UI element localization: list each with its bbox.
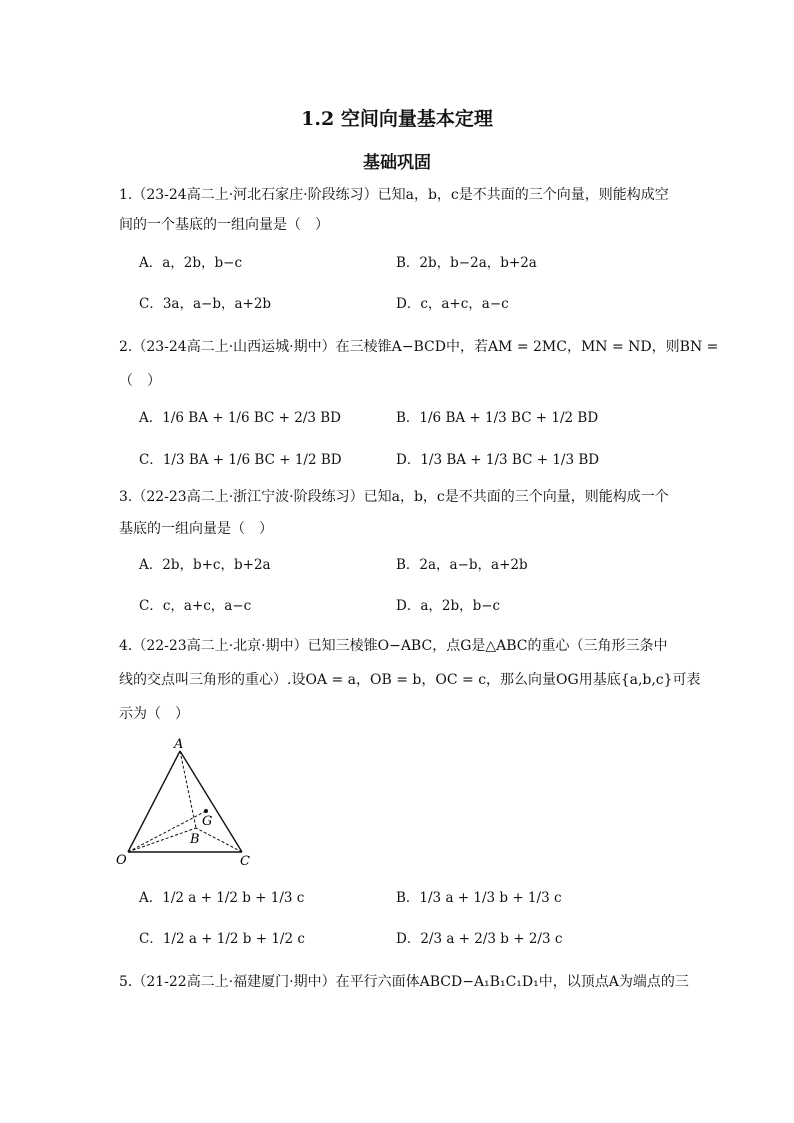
question-1-option-c: C．3a，a−b，a+2b — [139, 296, 272, 312]
question-4-line-1: 4.（22-23高二上·北京·期中）已知三棱锥O−ABC，点G是△ABC的重心（三角形三条中 — [119, 638, 668, 654]
question-2-line-2: （ ） — [119, 373, 161, 389]
question-2-option-d: D．1/3 BA + 1/3 BC + 1/3 BD — [396, 452, 600, 468]
question-4-option-a: A．1/2 a + 1/2 b + 1/3 c — [139, 890, 305, 906]
question-3-option-c: C．c，a+c，a−c — [139, 598, 252, 614]
question-1-option-a: A．a，2b，b−c — [139, 255, 243, 271]
question-4-option-d: D．2/3 a + 2/3 b + 2/3 c — [396, 931, 563, 947]
question-1-option-b: B．2b，b−2a，b+2a — [396, 255, 537, 271]
question-3-option-b: B．2a，a−b，a+2b — [396, 557, 528, 573]
question-3-option-d: D．a，2b，b−c — [396, 598, 501, 614]
page-title: 1.2 空间向量基本定理 — [301, 108, 493, 130]
label-g: G — [202, 814, 213, 829]
label-b: B — [190, 832, 200, 847]
section-heading: 基础巩固 — [363, 153, 431, 173]
question-2-line-1: 2.（23-24高二上·山西运城·期中）在三棱锥A−BCD中，若AM = 2MC，MN = ND，则BN = — [119, 339, 719, 355]
label-c: C — [240, 854, 250, 868]
question-3-line-1: 3.（22-23高二上·浙江宁波·阶段练习）已知a，b，c是不共面的三个向量，则能构成一个 — [119, 489, 669, 505]
tetrahedron-figure — [110, 738, 260, 868]
label-o: O — [116, 853, 127, 868]
question-4-option-c: C．1/2 a + 1/2 b + 1/2 c — [139, 931, 305, 947]
question-2-option-a: A．1/6 BA + 1/6 BC + 2/3 BD — [139, 410, 342, 426]
question-1-line-1: 1.（23-24高二上·河北石家庄·阶段练习）已知a，b，c是不共面的三个向量，则能构成空 — [119, 187, 669, 203]
question-5-line-1: 5.（21-22高二上·福建厦门·期中）在平行六面体ABCD−A₁B₁C₁D₁中，以顶点A为端点的三 — [119, 974, 689, 990]
label-a: A — [174, 738, 184, 752]
question-3-option-a: A．2b，b+c，b+2a — [139, 557, 271, 573]
question-4-line-2: 线的交点叫三角形的重心）.设OA = a，OB = b，OC = c，那么向量OG用基底{a,b,c}可表 — [119, 672, 701, 688]
point-g — [204, 809, 208, 813]
question-1-line-2: 间的一个基底的一组向量是（ ） — [119, 217, 329, 233]
question-1-option-d: D．c，a+c，a−c — [396, 296, 509, 312]
question-4-line-3: 示为（ ） — [119, 706, 189, 722]
edge-ab — [180, 751, 196, 828]
question-2-option-b: B．1/6 BA + 1/3 BC + 1/2 BD — [396, 410, 599, 426]
question-2-option-c: C．1/3 BA + 1/6 BC + 1/2 BD — [139, 452, 342, 468]
question-4-option-b: B．1/3 a + 1/3 b + 1/3 c — [396, 890, 562, 906]
question-3-line-2: 基底的一组向量是（ ） — [119, 521, 273, 537]
